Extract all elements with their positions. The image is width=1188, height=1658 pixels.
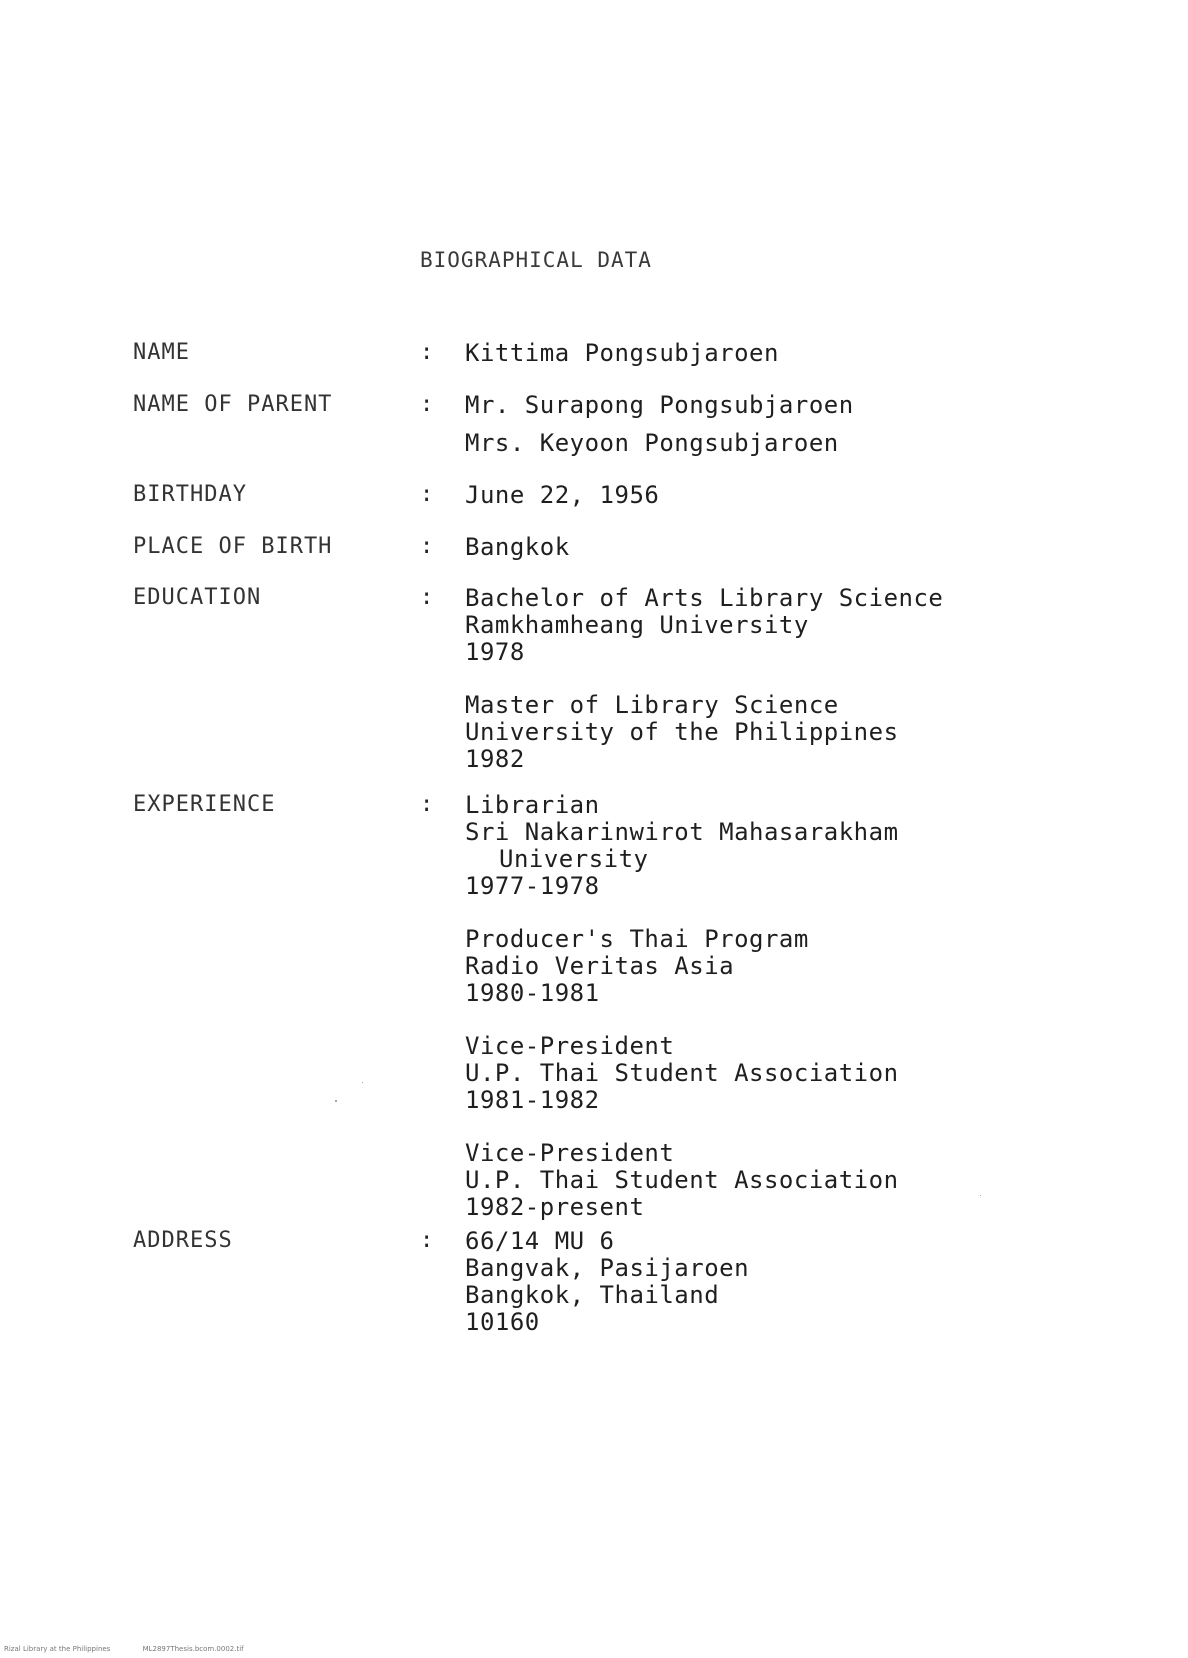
address-line: Bangkok, Thailand [465, 1281, 720, 1309]
scan-speck [335, 1100, 337, 1102]
education-degree: Bachelor of Arts Library Science [465, 584, 944, 612]
place-of-birth-values [465, 534, 570, 561]
birthday-label: BIRTHDAY [133, 482, 247, 507]
experience-years: 1981-1982 [465, 1086, 600, 1114]
parent-father: Mr. Surapong Pongsubjaroen [465, 391, 854, 419]
experience-org-continued: University [499, 845, 649, 873]
experience-years: 1977-1978 [465, 872, 600, 900]
education-degree: Master of Library Science [465, 691, 839, 719]
name-label: NAME [133, 340, 190, 365]
education-school: University of the Philippines [465, 718, 899, 746]
colon: : [420, 482, 434, 507]
colon: : [420, 585, 434, 610]
scan-speck [980, 1195, 981, 1196]
colon: : [420, 392, 434, 417]
experience-org: Radio Veritas Asia [465, 952, 735, 980]
footer-filename: ML2897Thesis.bcom.0002.tif [142, 1645, 244, 1653]
place-of-birth-value: Bangkok [465, 533, 570, 561]
experience-entry [465, 1033, 899, 1114]
address-values [465, 1228, 749, 1336]
experience-entry [465, 1140, 899, 1221]
experience-entry [465, 926, 899, 1007]
experience-position: Vice-President [465, 1139, 675, 1167]
experience-position: Librarian [465, 791, 600, 819]
colon: : [420, 1228, 434, 1253]
address-line: 10160 [465, 1308, 540, 1336]
education-year: 1978 [465, 638, 525, 666]
colon: : [420, 792, 434, 817]
experience-org: Sri Nakarinwirot Mahasarakham [465, 818, 899, 846]
education-school: Ramkhamheang University [465, 611, 809, 639]
experience-values [465, 792, 899, 1221]
address-label: ADDRESS [133, 1228, 233, 1253]
education-values [465, 585, 943, 773]
experience-years: 1982-present [465, 1193, 645, 1221]
education-entry [465, 692, 943, 773]
footer-source: Rizal Library at the Philippines [4, 1645, 111, 1653]
address-line: 66/14 MU 6 [465, 1227, 615, 1255]
colon: : [420, 340, 434, 365]
parent-values [465, 392, 854, 457]
experience-position: Producer's Thai Program [465, 925, 809, 953]
name-value: Kittima Pongsubjaroen [465, 339, 779, 367]
scan-footer [4, 1645, 274, 1653]
experience-entry [465, 792, 899, 900]
parent-mother: Mrs. Keyoon Pongsubjaroen [465, 429, 839, 457]
education-entry [465, 585, 943, 666]
address-line: Bangvak, Pasijaroen [465, 1254, 750, 1282]
education-label: EDUCATION [133, 585, 262, 610]
experience-years: 1980-1981 [465, 979, 600, 1007]
birthday-value: June 22, 1956 [465, 481, 660, 509]
experience-org: U.P. Thai Student Association [465, 1059, 899, 1087]
name-values [465, 340, 779, 367]
parent-label: NAME OF PARENT [133, 392, 333, 417]
experience-position: Vice-President [465, 1032, 675, 1060]
experience-label: EXPERIENCE [133, 792, 276, 817]
place-of-birth-label: PLACE OF BIRTH [133, 534, 333, 559]
scan-speck [362, 1082, 363, 1083]
experience-org: U.P. Thai Student Association [465, 1166, 899, 1194]
birthday-values [465, 482, 659, 509]
document-title: BIOGRAPHICAL DATA [420, 248, 652, 272]
education-year: 1982 [465, 745, 525, 773]
colon: : [420, 534, 434, 559]
